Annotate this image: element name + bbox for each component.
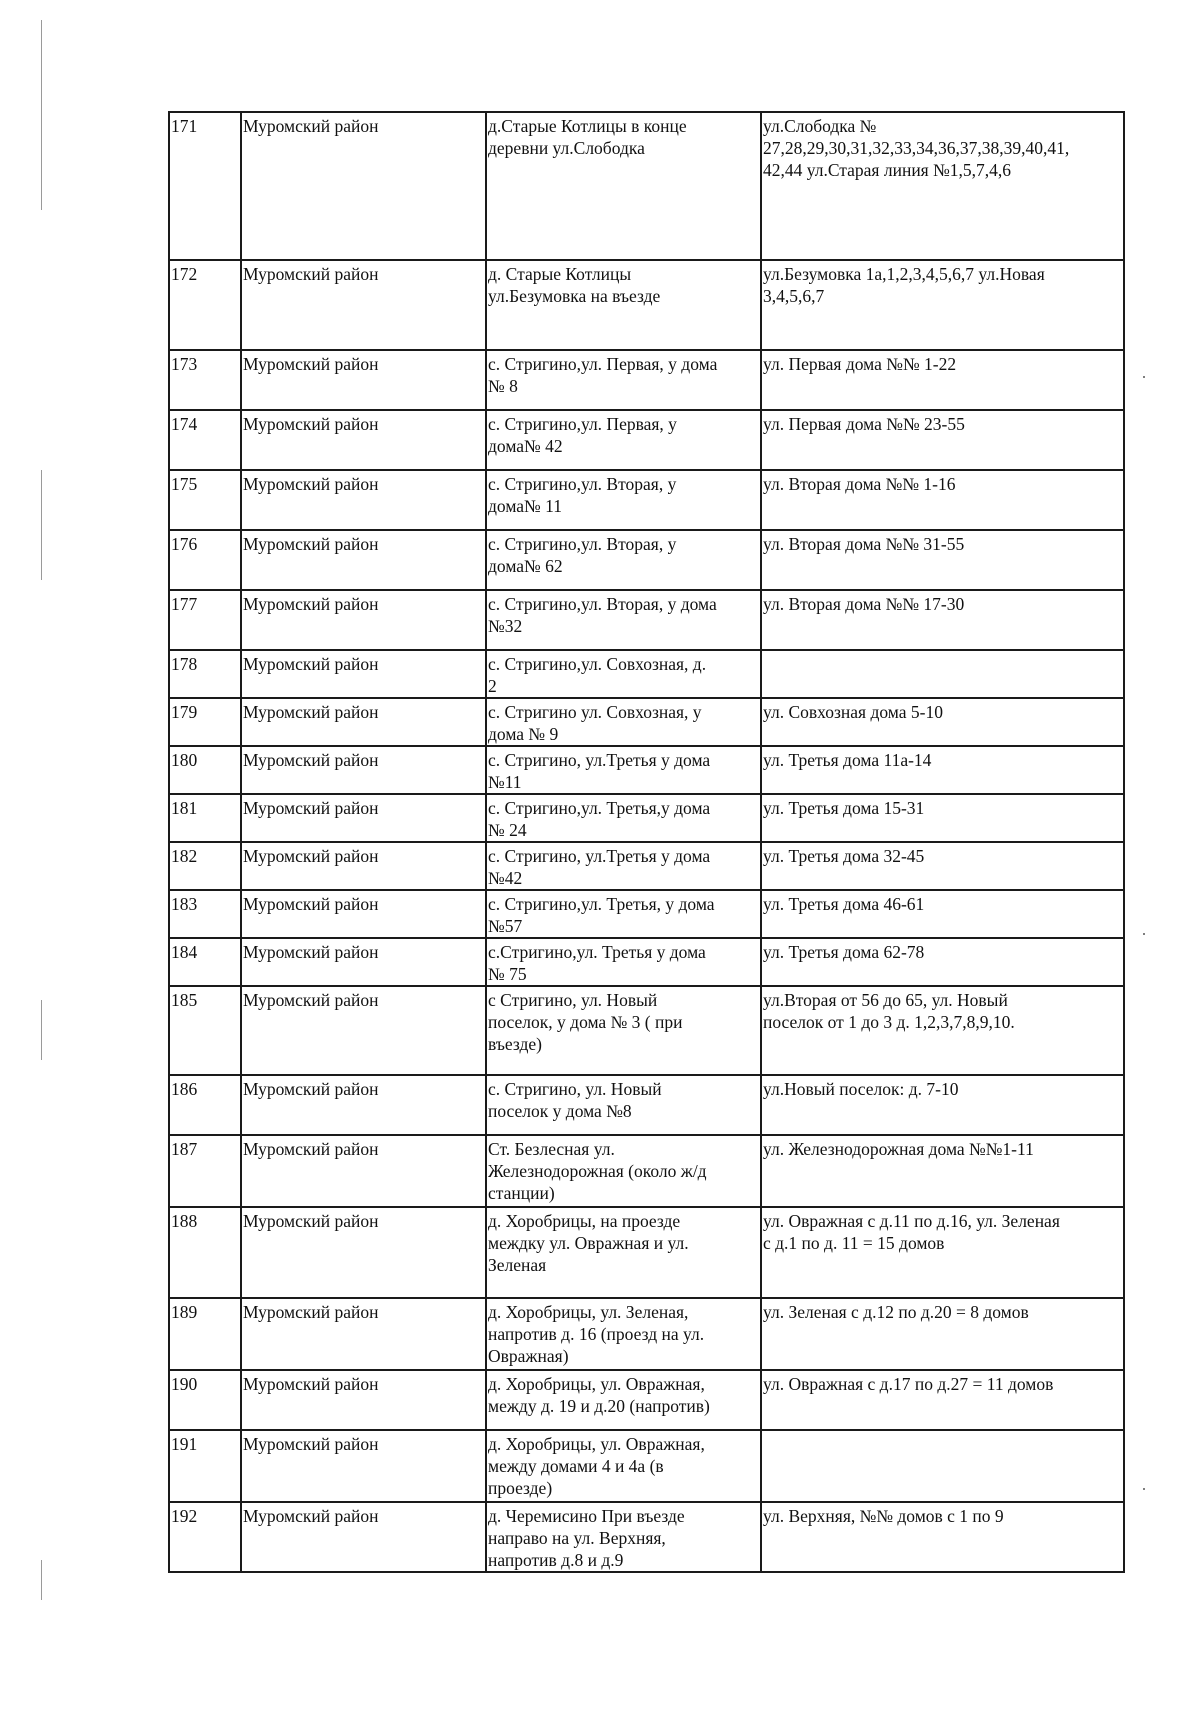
- location-cell: [486, 890, 761, 938]
- district-text: Муромский район: [243, 702, 379, 722]
- served-addresses-cell: [761, 1430, 1124, 1502]
- served-addresses-text: ул. Овражная с д.11 по д.16, ул. Зеленая с д.1 по д. 11 = 15 домов: [763, 1211, 1060, 1253]
- row-number-cell: [169, 1075, 241, 1135]
- district-cell: [241, 1075, 486, 1135]
- district-cell: [241, 698, 486, 746]
- served-addresses-text: ул. Вторая дома №№ 31-55: [763, 534, 965, 554]
- location-cell: [486, 1135, 761, 1207]
- row-number-cell: [169, 842, 241, 890]
- district-text: Муромский район: [243, 798, 379, 818]
- table-row: [169, 1430, 1124, 1502]
- table-row: [169, 1135, 1124, 1207]
- row-number-cell: [169, 470, 241, 530]
- location-text: с. Стригино,ул. Вторая, у дома №32: [488, 594, 717, 636]
- district-cell: [241, 986, 486, 1075]
- location-text: с Стригино, ул. Новый поселок, у дома № 3 ( при въезде): [488, 990, 683, 1054]
- row-number-text: 176: [171, 534, 198, 554]
- served-addresses-text: ул. Вторая дома №№ 1-16: [763, 474, 956, 494]
- scan-margin-mark: [41, 20, 42, 210]
- location-text: с. Стригино,ул. Совхозная, д. 2: [488, 654, 707, 696]
- row-number-cell: [169, 410, 241, 470]
- row-number-cell: [169, 1502, 241, 1572]
- district-cell: [241, 260, 486, 350]
- table-row: [169, 650, 1124, 698]
- location-cell: [486, 698, 761, 746]
- district-cell: [241, 1207, 486, 1298]
- served-addresses-text: ул. Первая дома №№ 1-22: [763, 354, 957, 374]
- row-number-cell: [169, 350, 241, 410]
- served-addresses-text: ул. Зеленая с д.12 по д.20 = 8 домов: [763, 1302, 1029, 1322]
- location-cell: [486, 260, 761, 350]
- served-addresses-cell: [761, 260, 1124, 350]
- row-number-text: 179: [171, 702, 198, 722]
- table-row: [169, 986, 1124, 1075]
- location-text: с. Стригино,ул. Третья, у дома №57: [488, 894, 715, 936]
- district-cell: [241, 1298, 486, 1370]
- row-number-text: 182: [171, 846, 198, 866]
- location-text: д. Хоробрицы, ул. Овражная, между домами 4 и 4а (в проезде): [488, 1434, 705, 1498]
- served-addresses-cell: [761, 1298, 1124, 1370]
- row-number-cell: [169, 1135, 241, 1207]
- table-row: [169, 698, 1124, 746]
- district-text: Муромский район: [243, 354, 379, 374]
- table-row: [169, 410, 1124, 470]
- table-row: [169, 938, 1124, 986]
- table-row: [169, 1298, 1124, 1370]
- location-cell: [486, 938, 761, 986]
- row-number-text: 180: [171, 750, 198, 770]
- district-text: Муромский район: [243, 750, 379, 770]
- district-text: Муромский район: [243, 414, 379, 434]
- row-number-cell: [169, 794, 241, 842]
- served-addresses-text: ул. Железнодорожная дома №№1-11: [763, 1139, 1034, 1159]
- served-addresses-cell: [761, 698, 1124, 746]
- district-cell: [241, 410, 486, 470]
- row-number-text: 186: [171, 1079, 198, 1099]
- served-addresses-text: ул. Вторая дома №№ 17-30: [763, 594, 965, 614]
- location-cell: [486, 1430, 761, 1502]
- row-number-text: 188: [171, 1211, 198, 1231]
- row-number-cell: [169, 890, 241, 938]
- table-row: [169, 350, 1124, 410]
- location-cell: [486, 112, 761, 260]
- location-text: д. Хоробрицы, ул. Зеленая, напротив д. 16 (проезд на ул. Овражная): [488, 1302, 705, 1366]
- table-row: [169, 260, 1124, 350]
- row-number-cell: [169, 590, 241, 650]
- row-number-cell: [169, 1370, 241, 1430]
- row-number-text: 184: [171, 942, 198, 962]
- table-row: [169, 1502, 1124, 1572]
- served-addresses-text: ул. Верхняя, №№ домов с 1 по 9: [763, 1506, 1004, 1526]
- row-number-text: 172: [171, 264, 198, 284]
- location-text: с. Стригино,ул. Вторая, у дома№ 11: [488, 474, 677, 516]
- served-addresses-text: ул.Новый поселок: д. 7-10: [763, 1079, 959, 1099]
- row-number-text: 187: [171, 1139, 198, 1159]
- district-cell: [241, 890, 486, 938]
- district-cell: [241, 1430, 486, 1502]
- location-text: д. Хоробрицы, ул. Овражная, между д. 19 и д.20 (напротив): [488, 1374, 710, 1416]
- table-row: [169, 794, 1124, 842]
- row-number-cell: [169, 698, 241, 746]
- location-cell: [486, 1370, 761, 1430]
- served-addresses-cell: [761, 470, 1124, 530]
- row-number-cell: [169, 650, 241, 698]
- district-cell: [241, 746, 486, 794]
- scan-speck: [1143, 1488, 1145, 1490]
- served-addresses-text: ул. Третья дома 15-31: [763, 798, 925, 818]
- table-row: [169, 890, 1124, 938]
- district-text: Муромский район: [243, 264, 379, 284]
- served-addresses-text: ул. Совхозная дома 5-10: [763, 702, 943, 722]
- served-addresses-cell: [761, 410, 1124, 470]
- district-text: Муромский район: [243, 1506, 379, 1526]
- served-addresses-cell: [761, 350, 1124, 410]
- location-cell: [486, 1075, 761, 1135]
- served-addresses-text: ул. Третья дома 62-78: [763, 942, 925, 962]
- district-cell: [241, 794, 486, 842]
- district-text: Муромский район: [243, 846, 379, 866]
- scan-speck: [1143, 376, 1145, 378]
- scan-margin-mark: [41, 470, 42, 580]
- district-cell: [241, 1135, 486, 1207]
- served-addresses-cell: [761, 986, 1124, 1075]
- district-cell: [241, 350, 486, 410]
- location-text: д. Хоробрицы, на проезде междку ул. Овражная и ул. Зеленая: [488, 1211, 689, 1275]
- row-number-text: 185: [171, 990, 198, 1010]
- district-cell: [241, 1370, 486, 1430]
- scan-margin-mark: [41, 1560, 42, 1600]
- row-number-text: 191: [171, 1434, 198, 1454]
- location-text: с. Стригино,ул. Первая, у дома№ 42: [488, 414, 677, 456]
- location-cell: [486, 650, 761, 698]
- location-text: с. Стригино,ул. Третья,у дома № 24: [488, 798, 711, 840]
- table-row: [169, 590, 1124, 650]
- table-row: [169, 1075, 1124, 1135]
- row-number-text: 190: [171, 1374, 198, 1394]
- served-addresses-cell: [761, 938, 1124, 986]
- table-row: [169, 1207, 1124, 1298]
- row-number-cell: [169, 530, 241, 590]
- row-number-cell: [169, 938, 241, 986]
- district-cell: [241, 1502, 486, 1572]
- served-addresses-cell: [761, 794, 1124, 842]
- location-text: д.Старые Котлицы в конце деревни ул.Слободка: [488, 116, 687, 158]
- location-text: с. Стригино, ул. Новый поселок у дома №8: [488, 1079, 662, 1121]
- district-cell: [241, 590, 486, 650]
- served-addresses-text: ул. Овражная с д.17 по д.27 = 11 домов: [763, 1374, 1054, 1394]
- district-text: Муромский район: [243, 1211, 379, 1231]
- row-number-text: 181: [171, 798, 198, 818]
- table-row: [169, 1370, 1124, 1430]
- served-addresses-cell: [761, 842, 1124, 890]
- row-number-cell: [169, 1430, 241, 1502]
- location-cell: [486, 470, 761, 530]
- row-number-cell: [169, 1207, 241, 1298]
- row-number-cell: [169, 112, 241, 260]
- location-text: с. Стригино ул. Совхозная, у дома № 9: [488, 702, 702, 744]
- district-text: Муромский район: [243, 942, 379, 962]
- served-addresses-cell: [761, 1370, 1124, 1430]
- row-number-cell: [169, 746, 241, 794]
- district-cell: [241, 842, 486, 890]
- served-addresses-cell: [761, 1135, 1124, 1207]
- served-addresses-text: ул. Третья дома 46-61: [763, 894, 925, 914]
- district-text: Муромский район: [243, 1139, 379, 1159]
- location-cell: [486, 530, 761, 590]
- scan-margin-mark: [41, 1000, 42, 1060]
- district-cell: [241, 530, 486, 590]
- district-text: Муромский район: [243, 594, 379, 614]
- location-cell: [486, 1207, 761, 1298]
- collection-points-table: [168, 111, 1125, 1573]
- table-row: [169, 746, 1124, 794]
- district-cell: [241, 938, 486, 986]
- location-text: с. Стригино, ул.Третья у дома №11: [488, 750, 711, 792]
- location-cell: [486, 590, 761, 650]
- district-text: Муромский район: [243, 990, 379, 1010]
- location-text: с. Стригино,ул. Вторая, у дома№ 62: [488, 534, 677, 576]
- location-cell: [486, 1298, 761, 1370]
- served-addresses-text: ул.Вторая от 56 до 65, ул. Новый поселок от 1 до 3 д. 1,2,3,7,8,9,10.: [763, 990, 1015, 1032]
- served-addresses-text: ул.Слободка № 27,28,29,30,31,32,33,34,36,37,38,39,40,41, 42,44 ул.Старая линия №1,5,7,4,6: [763, 116, 1070, 180]
- served-addresses-cell: [761, 746, 1124, 794]
- served-addresses-cell: [761, 890, 1124, 938]
- row-number-text: 171: [171, 116, 198, 136]
- row-number-text: 183: [171, 894, 198, 914]
- served-addresses-text: ул.Безумовка 1а,1,2,3,4,5,6,7 ул.Новая 3,4,5,6,7: [763, 264, 1045, 306]
- row-number-text: 175: [171, 474, 198, 494]
- district-cell: [241, 650, 486, 698]
- row-number-cell: [169, 260, 241, 350]
- row-number-text: 192: [171, 1506, 198, 1526]
- served-addresses-text: ул. Третья дома 11а-14: [763, 750, 932, 770]
- district-text: Муромский район: [243, 116, 379, 136]
- table-row: [169, 112, 1124, 260]
- location-cell: [486, 410, 761, 470]
- table-body: [169, 112, 1124, 1572]
- served-addresses-text: ул. Третья дома 32-45: [763, 846, 925, 866]
- served-addresses-cell: [761, 1207, 1124, 1298]
- location-text: д. Черемисино При въезде направо на ул. Верхняя, напротив д.8 и д.9: [488, 1506, 685, 1570]
- served-addresses-text: ул. Первая дома №№ 23-55: [763, 414, 965, 434]
- served-addresses-cell: [761, 650, 1124, 698]
- district-text: Муромский район: [243, 534, 379, 554]
- served-addresses-cell: [761, 1075, 1124, 1135]
- location-cell: [486, 986, 761, 1075]
- table-row: [169, 470, 1124, 530]
- location-text: с.Стригино,ул. Третья у дома № 75: [488, 942, 706, 984]
- district-text: Муромский район: [243, 1079, 379, 1099]
- location-cell: [486, 1502, 761, 1572]
- table-row: [169, 530, 1124, 590]
- location-text: Ст. Безлесная ул. Железнодорожная (около ж/д станции): [488, 1139, 707, 1203]
- row-number-text: 173: [171, 354, 198, 374]
- row-number-text: 177: [171, 594, 198, 614]
- row-number-cell: [169, 1298, 241, 1370]
- location-cell: [486, 794, 761, 842]
- row-number-text: 178: [171, 654, 198, 674]
- location-cell: [486, 746, 761, 794]
- district-text: Муромский район: [243, 1374, 379, 1394]
- district-cell: [241, 470, 486, 530]
- table-row: [169, 842, 1124, 890]
- location-cell: [486, 842, 761, 890]
- served-addresses-cell: [761, 1502, 1124, 1572]
- location-text: с. Стригино, ул.Третья у дома №42: [488, 846, 711, 888]
- district-cell: [241, 112, 486, 260]
- district-text: Муромский район: [243, 894, 379, 914]
- district-text: Муромский район: [243, 1302, 379, 1322]
- location-text: с. Стригино,ул. Первая, у дома № 8: [488, 354, 718, 396]
- served-addresses-cell: [761, 590, 1124, 650]
- row-number-cell: [169, 986, 241, 1075]
- location-cell: [486, 350, 761, 410]
- district-text: Муромский район: [243, 474, 379, 494]
- district-text: Муромский район: [243, 654, 379, 674]
- row-number-text: 174: [171, 414, 198, 434]
- served-addresses-cell: [761, 530, 1124, 590]
- row-number-text: 189: [171, 1302, 198, 1322]
- scan-speck: [1143, 933, 1145, 935]
- location-text: д. Старые Котлицы ул.Безумовка на въезде: [488, 264, 661, 306]
- served-addresses-cell: [761, 112, 1124, 260]
- district-text: Муромский район: [243, 1434, 379, 1454]
